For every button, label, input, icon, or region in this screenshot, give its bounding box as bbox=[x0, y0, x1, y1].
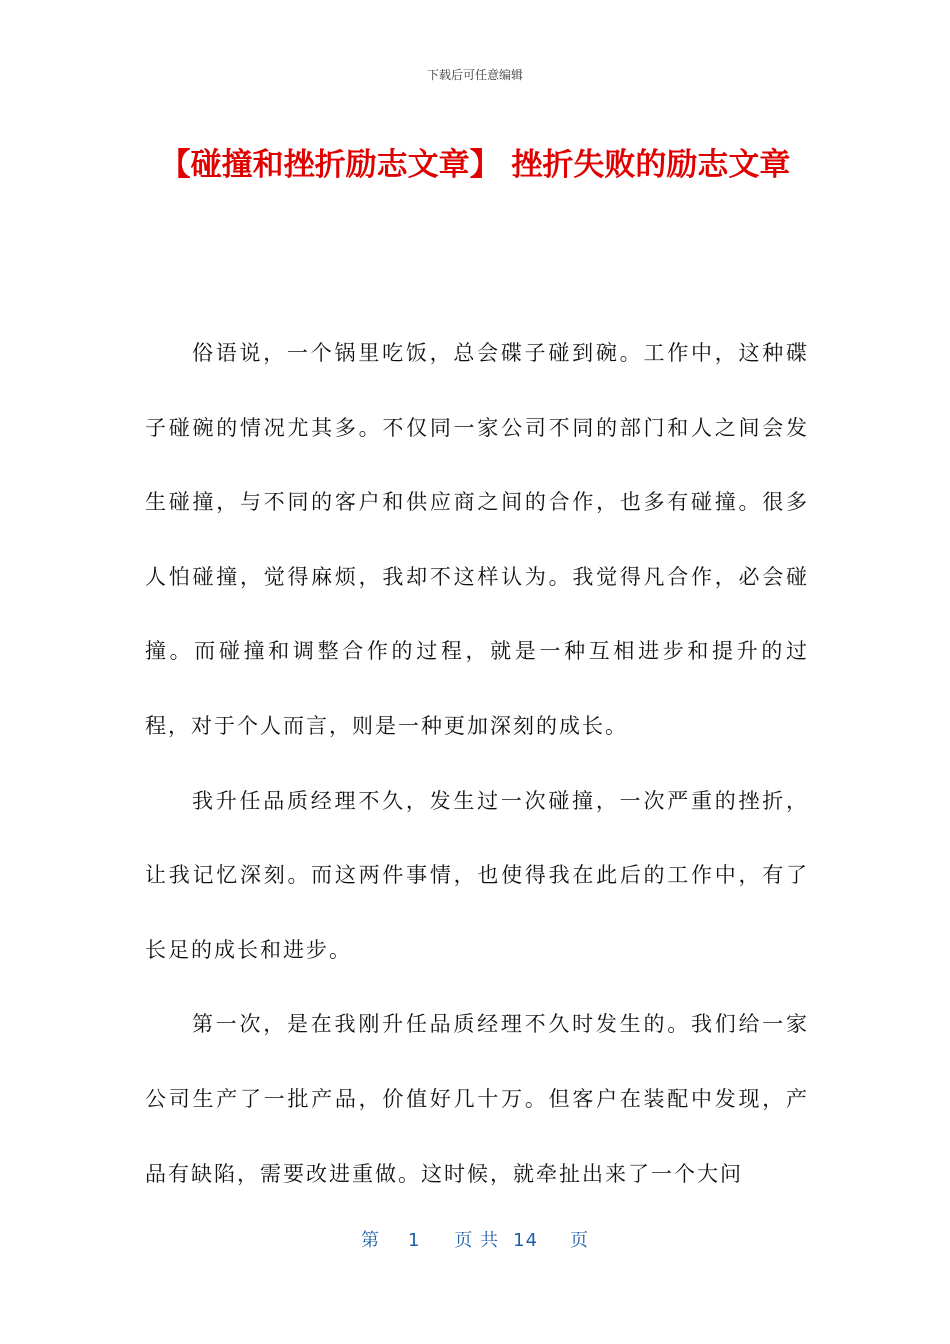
document-body bbox=[145, 316, 809, 1211]
paragraph: 第一次，是在我刚升任品质经理不久时发生的。我们给一家公司生产了一批产品，价值好几十万。但客户在装配中发现，产品有缺陷，需要改进重做。这时候，就牵扯出来了一个大问 bbox=[145, 1012, 809, 1186]
page-footer bbox=[0, 1226, 950, 1252]
paragraph: 我升任品质经理不久，发生过一次碰撞，一次严重的挫折，让我记忆深刻。而这两件事情，也使得我在此后的工作中，有了长足的成长和进步。 bbox=[145, 788, 809, 962]
footer-current-page: 1 bbox=[407, 1230, 421, 1251]
footer-total-pages: 14 bbox=[513, 1230, 539, 1251]
footer-page-suffix: 页 bbox=[570, 1230, 590, 1251]
paragraph: 俗语说，一个锅里吃饭，总会碟子碰到碗。工作中，这种碟子碰碗的情况尤其多。不仅同一家公司不同的部门和人之间会发生碰撞，与不同的客户和供应商之间的合作，也多有碰撞。很多人怕碰撞，觉得麻烦，我却不这样认为。我觉得凡合作，必会碰撞。而碰撞和调整合作的过程，就是一种互相进步和提升的过程，对于个人而言，则是一种更加深刻的成长。 bbox=[145, 341, 809, 738]
header-note: 下载后可任意编辑 bbox=[426, 68, 523, 82]
document-title: 【碰撞和挫折励志文章】 挫折失败的励志文章 bbox=[159, 147, 791, 183]
footer-page-prefix: 第 bbox=[360, 1230, 380, 1251]
footer-page-mid: 页 共 bbox=[454, 1230, 500, 1251]
